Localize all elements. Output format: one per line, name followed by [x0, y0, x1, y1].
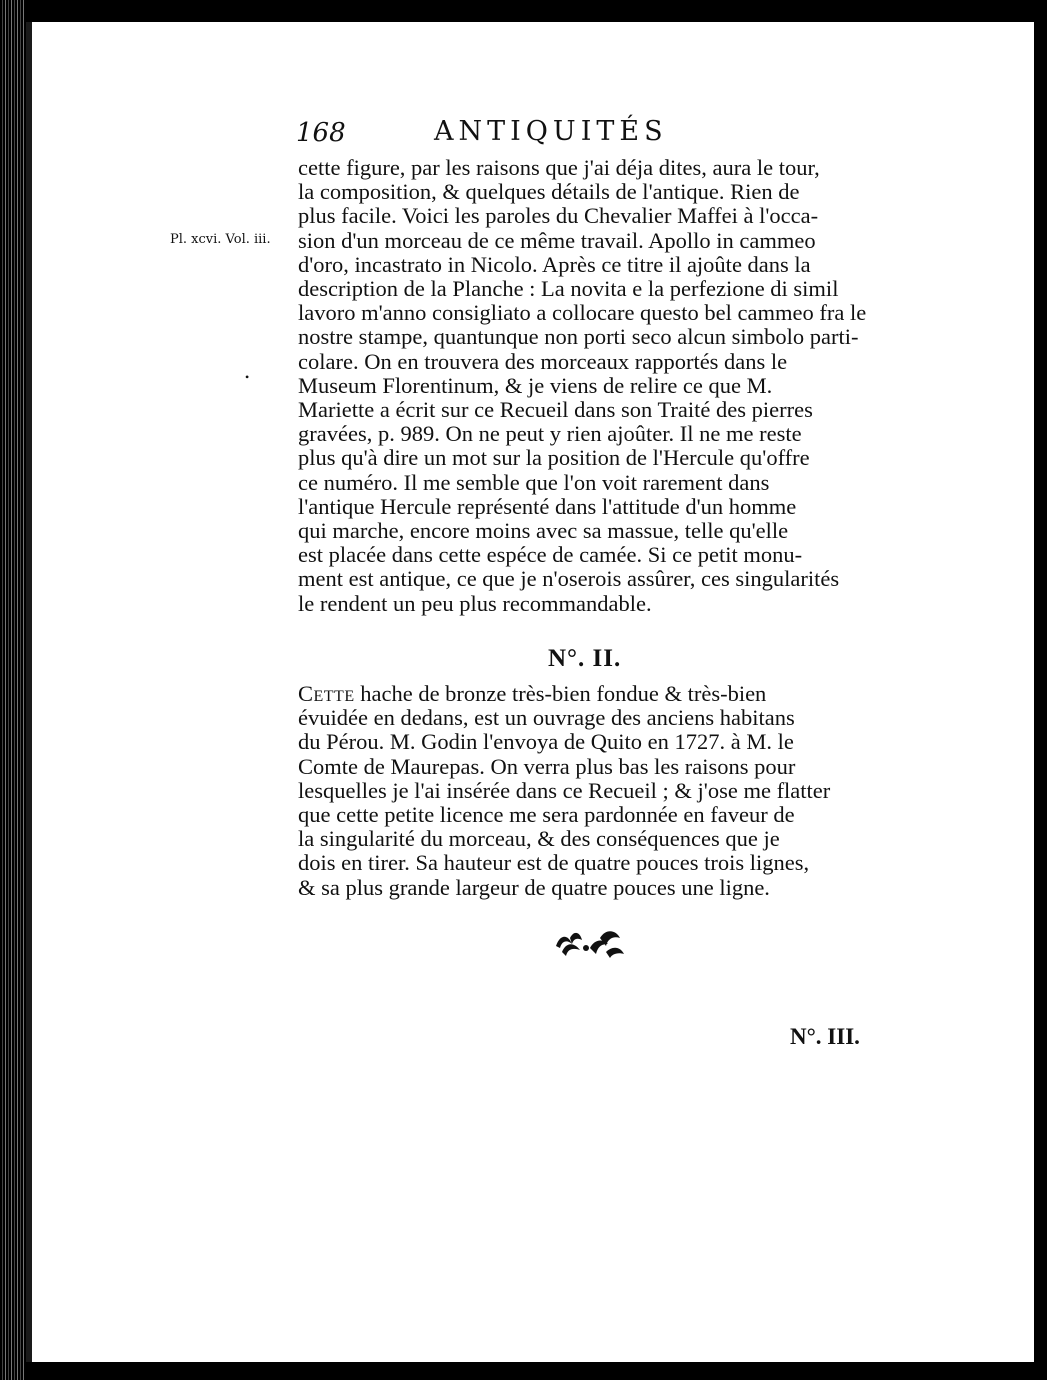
drop-word: Cette — [298, 681, 355, 706]
text-line: description de la Planche : La novita e la perfezione di simil — [298, 276, 839, 302]
text-line: sion d'un morceau de ce même travail. Apollo in cammeo — [298, 227, 816, 253]
catchword: N°. III. — [790, 1024, 860, 1049]
text-line: la composition, & quelques détails de l'antique. Rien de — [298, 179, 800, 205]
page-header — [296, 112, 726, 152]
book-spine-edge — [0, 0, 24, 1380]
text-line — [298, 682, 873, 706]
text-line: dois en tirer. Sa hauteur est de quatre pouces trois lignes, — [298, 850, 810, 876]
text-line: l'antique Hercule représenté dans l'attitude d'un homme — [298, 493, 797, 519]
text-line: la singularité du morceau, & des conséquences que je — [298, 826, 780, 852]
text-line: nostre stampe, quantunque non porti seco alcun simbolo parti- — [298, 324, 859, 350]
text-fragment: hache de bronze très-bien fondue & très-bien — [354, 681, 767, 706]
section-heading: N°. II. — [548, 645, 622, 672]
text-line: est placée dans cette espéce de camée. Si ce petit monu- — [298, 542, 803, 568]
text-line: évuidée en dedans, est un ouvrage des anciens habitans — [298, 705, 795, 731]
section-1-text — [298, 156, 873, 616]
text-line: du Pérou. M. Godin l'envoya de Quito en 1727. à M. le — [298, 729, 794, 755]
text-line: que cette petite licence me sera pardonnée en faveur de — [298, 802, 795, 828]
text-line: plus facile. Voici les paroles du Chevalier Maffei à l'occa- — [298, 203, 819, 229]
text-line: cette figure, par les raisons que j'ai déja dites, aura le tour, — [298, 155, 820, 180]
page-number: 168 — [296, 118, 346, 148]
text-line: lesquelles je l'ai insérée dans ce Recueil ; & j'ose me flatter — [298, 777, 831, 803]
text-line: plus qu'à dire un mot sur la position de l'Hercule qu'offre — [298, 445, 810, 471]
text-line: le rendent un peu plus recommandable. — [298, 590, 652, 616]
text-line: ment est antique, ce que je n'oserois assûrer, ces singularités — [298, 566, 840, 592]
text-line: qui marche, encore moins avec sa massue, telle qu'elle — [298, 518, 789, 544]
text-line: d'oro, incastrato in Nicolo. Après ce titre il ajoûte dans la — [298, 251, 811, 277]
text-line: lavoro m'anno consigliato a collocare questo bel cammeo fra le — [298, 300, 867, 326]
text-line: Museum Florentinum, & je viens de relire ce que M. — [298, 372, 773, 398]
running-title: ANTIQUITÉS — [434, 116, 668, 147]
text-line: ce numéro. Il me semble que l'on voit rarement dans — [298, 469, 770, 495]
text-line: Mariette a écrit sur ce Recueil dans son Traité des pierres — [298, 397, 813, 423]
margin-dot: • — [245, 370, 250, 384]
floral-ornament-icon — [550, 926, 630, 962]
text-line: colare. On en trouvera des morceaux rapportés dans le — [298, 348, 788, 374]
text-line: gravées, p. 989. On ne peut y rien ajoûter. Il ne me reste — [298, 421, 802, 447]
margin-note: Pl. xcvi. Vol. iii. — [170, 232, 271, 247]
section-2-text — [298, 682, 873, 900]
text-line: Comte de Maurepas. On verra plus bas les raisons pour — [298, 753, 796, 779]
text-line: & sa plus grande largeur de quatre pouces une ligne. — [298, 874, 770, 900]
